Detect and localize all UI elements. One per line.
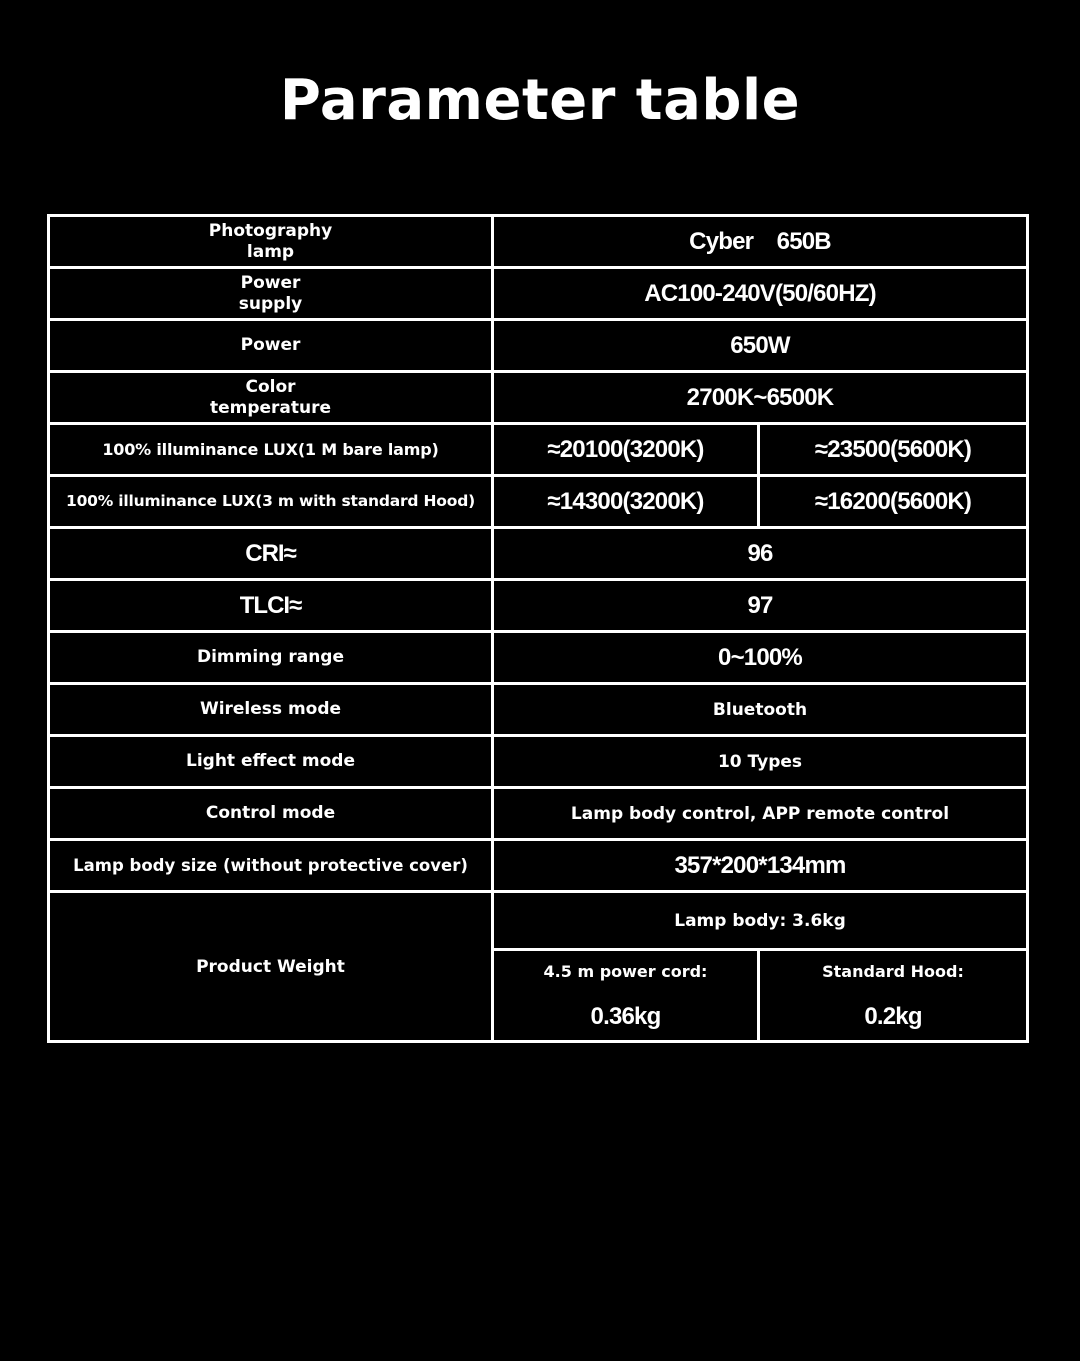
cell-hood-weight: [759, 950, 1028, 1042]
row-illuminance-1m: [49, 424, 1028, 476]
value-cri: 96: [493, 528, 1028, 580]
value-illuminance-1m-5600k: ≈23500(5600K): [759, 424, 1028, 476]
value-lamp-body-weight: Lamp body: 3.6kg: [493, 892, 1028, 950]
label-line: supply: [238, 293, 303, 314]
label-cri: CRI≈: [49, 528, 493, 580]
hood-label: Standard Hood:: [822, 961, 964, 981]
label-product-weight: Product Weight: [49, 892, 493, 1042]
label-line: temperature: [209, 397, 332, 418]
row-control-mode: [49, 788, 1028, 840]
label-color-temperature: [49, 372, 493, 424]
row-color-temperature: [49, 372, 1028, 424]
power-cord-value: 0.36kg: [590, 1002, 661, 1030]
label-photography-lamp: [49, 216, 493, 268]
row-light-effect-mode: [49, 736, 1028, 788]
value-tlci: 97: [493, 580, 1028, 632]
row-power-supply: [49, 268, 1028, 320]
label-power: Power: [49, 320, 493, 372]
value-light-effect-mode: 10 Types: [493, 736, 1028, 788]
row-power: [49, 320, 1028, 372]
label-dimming-range: Dimming range: [49, 632, 493, 684]
value-wireless-mode: Bluetooth: [493, 684, 1028, 736]
value-illuminance-1m-3200k: ≈20100(3200K): [493, 424, 759, 476]
row-product-weight: [49, 892, 1028, 950]
label-control-mode: Control mode: [49, 788, 493, 840]
hood-value: 0.2kg: [864, 1002, 922, 1030]
row-tlci: [49, 580, 1028, 632]
row-wireless-mode: [49, 684, 1028, 736]
value-color-temperature: 2700K~6500K: [493, 372, 1028, 424]
label-illuminance-1m: 100% illuminance LUX(1 M bare lamp): [49, 424, 493, 476]
value-dimming-range: 0~100%: [493, 632, 1028, 684]
label-light-effect-mode: Light effect mode: [49, 736, 493, 788]
label-illuminance-3m: 100% illuminance LUX(3 m with standard Hood): [49, 476, 493, 528]
parameter-table: [47, 214, 1029, 1043]
value-illuminance-3m-3200k: ≈14300(3200K): [493, 476, 759, 528]
value-illuminance-3m-5600k: ≈16200(5600K): [759, 476, 1028, 528]
row-cri: [49, 528, 1028, 580]
label-line: Photography: [208, 220, 333, 241]
power-cord-label: 4.5 m power cord:: [543, 961, 708, 981]
label-line: Power: [240, 272, 301, 293]
label-line: lamp: [246, 241, 295, 262]
label-line: Color: [245, 376, 296, 397]
cell-power-cord-weight: [493, 950, 759, 1042]
label-power-supply: [49, 268, 493, 320]
page-title: Parameter table: [279, 68, 801, 133]
value-lamp-body-size: 357*200*134mm: [493, 840, 1028, 892]
label-wireless-mode: Wireless mode: [49, 684, 493, 736]
value-photography-lamp: Cyber 650B: [493, 216, 1028, 268]
row-illuminance-3m: [49, 476, 1028, 528]
value-control-mode: Lamp body control, APP remote control: [493, 788, 1028, 840]
row-lamp-body-size: [49, 840, 1028, 892]
value-power-supply: AC100-240V(50/60HZ): [493, 268, 1028, 320]
row-photography-lamp: [49, 216, 1028, 268]
label-tlci: TLCI≈: [49, 580, 493, 632]
value-power: 650W: [493, 320, 1028, 372]
label-lamp-body-size: Lamp body size (without protective cover): [49, 840, 493, 892]
row-dimming-range: [49, 632, 1028, 684]
